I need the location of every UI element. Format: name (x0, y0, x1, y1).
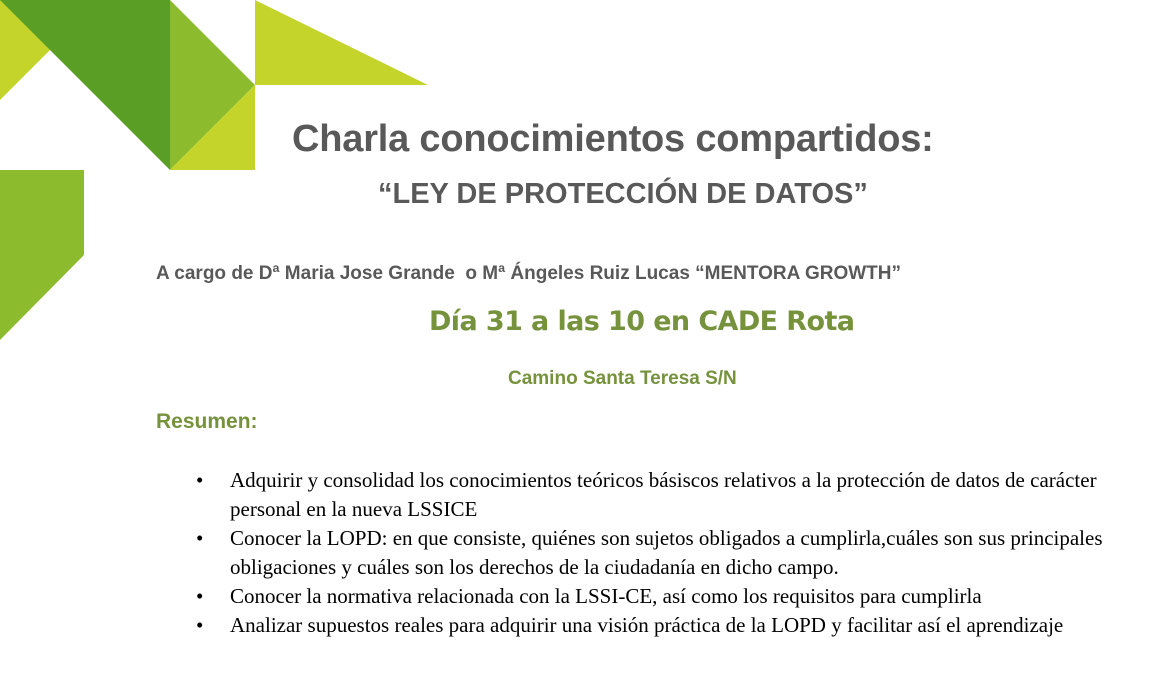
mid-green-triangle-left (0, 170, 84, 340)
decorative-green-shapes (0, 0, 430, 340)
event-speaker: A cargo de Dª Maria Jose Grande o Mª Ángeles Ruiz Lucas “MENTORA GROWTH” (156, 263, 901, 284)
dark-green-triangle (0, 0, 170, 170)
event-address: Camino Santa Teresa S/N (508, 368, 737, 389)
event-subtitle: “LEY DE PROTECCIÓN DE DATOS” (378, 178, 868, 210)
event-title: Charla conocimientos compartidos: (292, 118, 934, 160)
summary-item: • Analizar supuestos reales para adquirir una visión práctica de la LOPD y facilitar así el aprendizaje (230, 611, 1140, 640)
light-green-triangle-right (255, 0, 428, 85)
summary-item: • Conocer la normativa relacionada con la LSSI-CE, así como los requisitos para cumplirla (230, 582, 1140, 611)
summary-item: • Adquirir y consolidad los conocimientos teóricos básiscos relativos a la protección de datos de carácter personal en la nueva LSSICE (230, 466, 1140, 524)
summary-heading: Resumen: (156, 410, 258, 433)
event-date-location: Día 31 a las 10 en CADE Rota (429, 306, 855, 337)
summary-item: • Conocer la LOPD: en que consiste, quiénes son sujetos obligados a cumplirla,cuáles son sus principales obligaciones y cuáles son los derechos de la ciudadanía en dicho campo. (230, 524, 1140, 582)
summary-list (230, 466, 1140, 640)
